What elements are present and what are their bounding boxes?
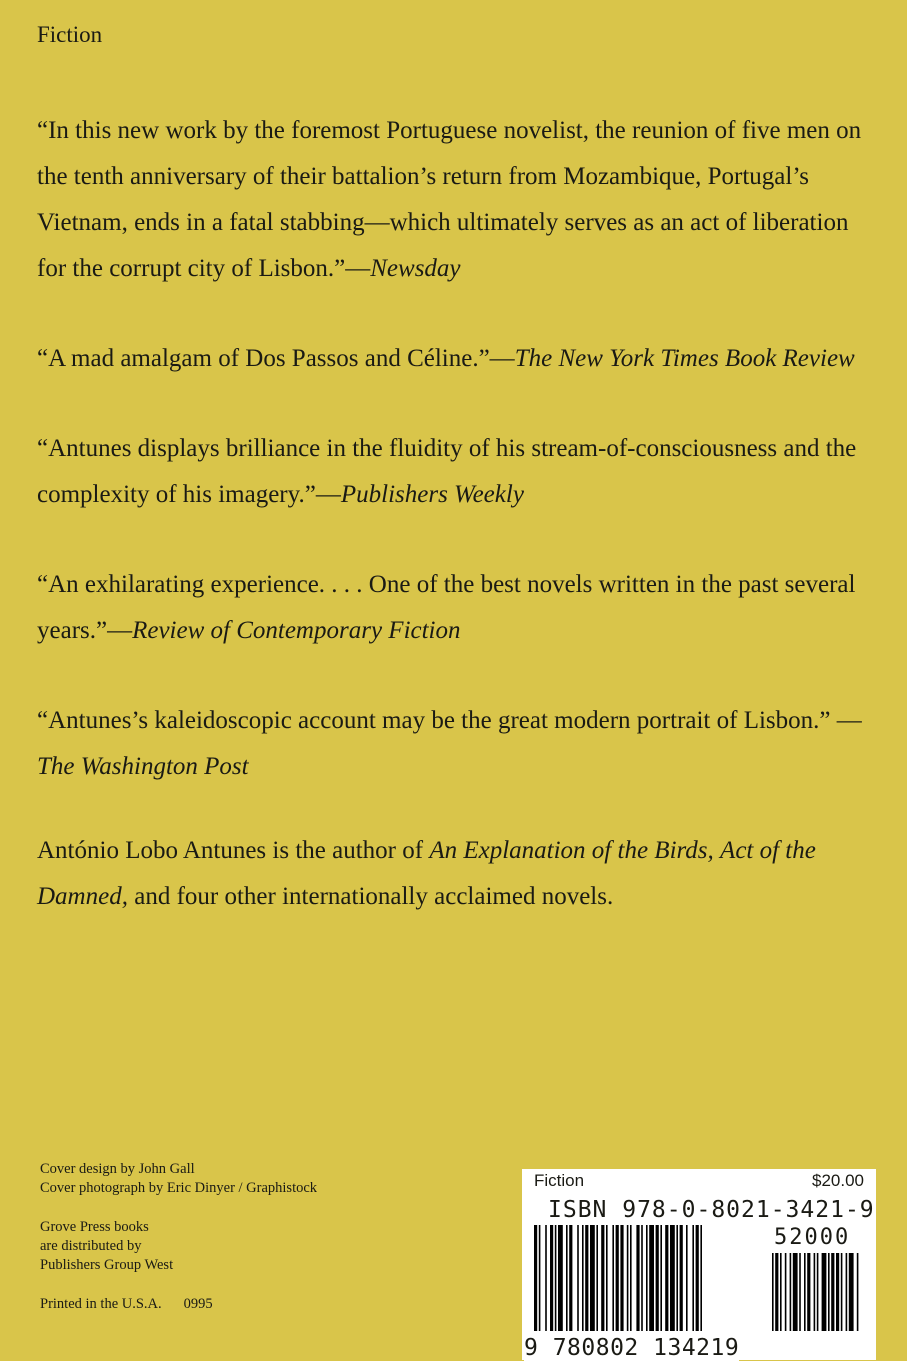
isbn: ISBN 978-0-8021-3421-9 [548, 1197, 875, 1223]
quote-source: The Washington Post [37, 753, 249, 780]
barcode-bar [799, 1253, 801, 1331]
barcode-bar [680, 1225, 683, 1331]
barcode-bar [785, 1253, 787, 1331]
barcode-bar [656, 1225, 659, 1331]
quote-source: Publishers Weekly [340, 481, 524, 508]
barcode-addon: 52000 [770, 1225, 854, 1250]
barcode-bar [804, 1253, 806, 1331]
review-quote: “A mad amalgam of Dos Passos and Céline.”—The New York Times Book Review [37, 345, 855, 372]
barcode-bar [636, 1225, 639, 1331]
quote-source: The New York Times Book Review [514, 345, 855, 372]
author-bio: António Lobo Antunes is the author of An Explanation of the Birds, Act of the Damned, and four other internationally acclaimed novels. [37, 837, 816, 910]
barcode-bar [775, 1253, 778, 1331]
quote-source: Newsday [370, 255, 461, 282]
cover-design-credit: Cover design by John Gall [40, 1161, 195, 1177]
barcode-bar [670, 1225, 675, 1331]
barcode-bar [692, 1225, 694, 1331]
barcode-bar [612, 1225, 614, 1331]
review-quote: “In this new work by the foremost Portuguese novelist, the reunion of five men on the tenth anniversary of their battalion’s return from Mozambique, Portugal’s Vietnam, ends in a fatal stabbing—which ultimately serves as an act of liberation for the corrupt city of Lisbon.”—Newsday [37, 117, 862, 282]
review-quotes [37, 108, 877, 834]
barcode-bar [841, 1253, 843, 1331]
credits [40, 1160, 317, 1314]
review-quote: “An exhilarating experience. . . . One of the best novels written in the past several years.”—Review of Contemporary Fiction [37, 571, 856, 644]
barcode-bar [558, 1225, 563, 1331]
barcode-bar [700, 1225, 702, 1331]
barcode-bar [620, 1225, 623, 1331]
barcode-bar [596, 1225, 598, 1331]
barcode-bar [577, 1225, 579, 1331]
barcode-bar [627, 1225, 629, 1331]
barcode-bar [545, 1225, 547, 1331]
barcode-bar [660, 1225, 662, 1331]
price: $20.00 [812, 1171, 864, 1190]
barcode-bar [582, 1225, 584, 1331]
barcode-bar [836, 1253, 839, 1331]
barcode-bar [566, 1225, 568, 1331]
barcode-bar [665, 1225, 668, 1331]
printed-line: Printed in the U.S.A. 0995 [40, 1296, 213, 1312]
barcode-bar [849, 1253, 854, 1331]
barcode-bar [814, 1253, 816, 1331]
barcode-bar [646, 1225, 648, 1331]
barcode-box [522, 1169, 876, 1360]
barcode-digits: 9 780802 134219 [524, 1335, 740, 1361]
barcode-bar [590, 1225, 595, 1331]
barcode-bar [831, 1253, 834, 1331]
barcode-bar [857, 1253, 859, 1331]
barcode-bar [817, 1253, 819, 1331]
book-title: An Explanation of the Birds, [429, 837, 714, 864]
barcode-bar [696, 1225, 699, 1331]
barcode-bar [772, 1253, 774, 1331]
book-title: Act of the Damned, [37, 837, 816, 910]
barcode-bar [807, 1253, 810, 1331]
barcode-bar [534, 1225, 537, 1331]
barcode-bar [780, 1253, 782, 1331]
barcode-bar [601, 1225, 604, 1331]
review-quote: “Antunes displays brilliance in the fluidity of his stream-of-consciousness and the complexity of his imagery.”—Publishers Weekly [37, 435, 857, 508]
barcode-bar [822, 1253, 827, 1331]
barcode-bar [569, 1225, 572, 1331]
barcode-bar [641, 1225, 643, 1331]
barcode-bar [846, 1253, 848, 1331]
barcode-bar [606, 1225, 608, 1331]
barcode-bar [676, 1225, 678, 1331]
barcode-bar [649, 1225, 654, 1331]
barcode-bar [539, 1225, 541, 1331]
category-label: Fiction [37, 22, 103, 47]
distributor-line: Publishers Group West [40, 1257, 174, 1273]
distributor-line: are distributed by [40, 1238, 142, 1254]
quote-source: Review of Contemporary Fiction [132, 617, 461, 644]
barcode-category: Fiction [534, 1171, 585, 1190]
barcode-bar [630, 1225, 632, 1331]
barcode-bar [550, 1225, 553, 1331]
barcode-bar [790, 1253, 792, 1331]
review-quote: “Antunes’s kaleidoscopic account may be the great modern portrait of Lisbon.” —The Washington Post [37, 707, 862, 780]
barcode-bar [793, 1253, 798, 1331]
barcode-bar [828, 1253, 830, 1331]
barcode-bar [585, 1225, 588, 1331]
cover-photo-credit: Cover photograph by Eric Dinyer / Graphistock [40, 1180, 318, 1196]
distributor-line: Grove Press books [40, 1219, 149, 1235]
barcode-bar [555, 1225, 557, 1331]
barcode-bar [686, 1225, 688, 1331]
barcode-bar [616, 1225, 619, 1331]
